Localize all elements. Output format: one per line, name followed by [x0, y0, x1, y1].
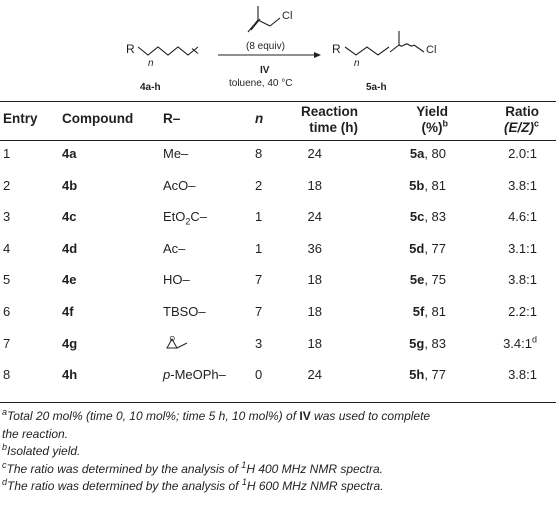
epoxide-icon: [163, 334, 191, 352]
cell-n: 0: [255, 367, 263, 382]
catalyst-label: IV: [260, 65, 270, 76]
cell-compound: 4d: [62, 241, 78, 256]
cell-yield: 5a, 80: [409, 146, 446, 161]
cell-ratio: 2.0:1: [508, 146, 537, 161]
cell-yield: 5e, 75: [409, 272, 446, 287]
cell-compound: 4a: [62, 146, 77, 161]
cell-n: 7: [255, 304, 263, 319]
cell-entry: 3: [3, 209, 11, 224]
footnote-d: $^d$The ratio was determined by the analysis of $^1$H 600 MHz NMR spectra.: [2, 477, 384, 493]
cell-ratio: 2.2:1: [508, 304, 537, 319]
header-yield-line2: (%)$^b$: [421, 118, 448, 135]
product-label: 5a-h: [366, 82, 387, 93]
cell-time: 24: [307, 146, 322, 161]
cell-time: 36: [307, 241, 322, 256]
footnote-b: $^b$Isolated yield.: [2, 442, 81, 458]
cell-time: 18: [307, 336, 322, 351]
table-footnotes: [2, 408, 554, 496]
cell-time: 18: [307, 272, 322, 287]
cell-ratio: 3.1:1: [508, 241, 537, 256]
reaction-scheme: [0, 0, 556, 100]
header-ratio-line1: Ratio: [505, 104, 539, 119]
cell-compound: 4c: [62, 209, 77, 224]
cell-yield: 5h, 77: [409, 367, 446, 382]
product-n-label: n: [354, 58, 360, 69]
cell-r: AcO–: [163, 178, 196, 193]
cell-yield: 5g, 83: [409, 336, 446, 351]
cell-time: 24: [307, 209, 322, 224]
cell-ratio: 3.8:1: [508, 178, 537, 193]
cell-ratio: 3.4:1$^d$: [503, 334, 537, 351]
reagent-cl-label: Cl: [282, 10, 293, 22]
reaction-arrow: [218, 52, 321, 58]
cell-entry: 5: [3, 272, 11, 287]
cell-compound: 4g: [62, 336, 78, 351]
cell-r: EtO$_2$C–: [163, 209, 208, 227]
table-top-rule: [0, 101, 556, 102]
header-time-line2: time (h): [309, 120, 358, 135]
cell-compound: 4f: [62, 304, 74, 319]
footnote-c: $^c$The ratio was determined by the analysis of $^1$H 400 MHz NMR spectra.: [2, 459, 384, 476]
cell-yield: 5b, 81: [409, 178, 446, 193]
footnote-a: $^a$Total 20 mol% (time 0, 10 mol%; time 5 h, 10 mol%) of IV was used to complete: [2, 407, 431, 423]
conditions-label: toluene, 40 °C: [229, 78, 293, 89]
substrate-label: 4a-h: [140, 82, 161, 93]
header-entry: Entry: [3, 111, 38, 126]
cell-r: HO–: [163, 272, 190, 287]
cell-entry: 1: [3, 146, 11, 161]
cell-r: TBSO–: [163, 304, 206, 319]
table-bottom-rule: [0, 402, 556, 403]
header-r: R–: [163, 111, 181, 126]
table-header-rule: [0, 140, 556, 141]
cell-compound: 4b: [62, 178, 78, 193]
cell-yield: 5f, 81: [412, 304, 446, 319]
cell-time: 24: [307, 367, 322, 382]
cell-yield: 5c, 83: [409, 209, 446, 224]
header-time-line1: Reaction: [300, 104, 358, 119]
product-cl-label: Cl: [426, 44, 437, 56]
cell-entry: 2: [3, 178, 11, 193]
cell-r: [163, 336, 191, 352]
cell-n: 3: [255, 336, 263, 351]
cell-r: Me–: [163, 146, 189, 161]
header-yield-line1: Yield: [416, 104, 448, 119]
cell-ratio: 4.6:1: [508, 209, 537, 224]
cell-compound: 4h: [62, 367, 78, 382]
cell-n: 1: [255, 209, 263, 224]
substrate-n-label: n: [148, 58, 154, 69]
cell-ratio: 3.8:1: [508, 367, 537, 382]
header-n: n: [255, 111, 264, 126]
cell-entry: 6: [3, 304, 11, 319]
cell-ratio: 3.8:1: [508, 272, 537, 287]
footnote-a-cont: the reaction.: [2, 426, 69, 441]
header-ratio-line2: $(E/Z)^c$: [503, 118, 539, 135]
header-compound: Compound: [62, 111, 134, 126]
reagent-structure: [248, 6, 280, 32]
cell-n: 7: [255, 272, 263, 287]
cell-time: 18: [307, 304, 322, 319]
cell-r: p-MeOPh–: [163, 367, 226, 382]
substrate-structure: [138, 47, 198, 55]
product-structure: [345, 31, 424, 55]
cell-compound: 4e: [62, 272, 77, 287]
cell-r: Ac–: [163, 241, 186, 256]
cell-entry: 8: [3, 367, 11, 382]
cell-entry: 4: [3, 241, 11, 256]
cell-n: 1: [255, 241, 263, 256]
cell-n: 2: [255, 178, 263, 193]
cell-entry: 7: [3, 336, 11, 351]
reagent-equiv: (8 equiv): [246, 41, 285, 52]
cell-yield: 5d, 77: [409, 241, 446, 256]
substrate-r-label: R: [126, 42, 135, 56]
svg-text:O: O: [169, 335, 175, 343]
cell-time: 18: [307, 178, 322, 193]
cell-n: 8: [255, 146, 263, 161]
product-r-label: R: [332, 42, 341, 56]
